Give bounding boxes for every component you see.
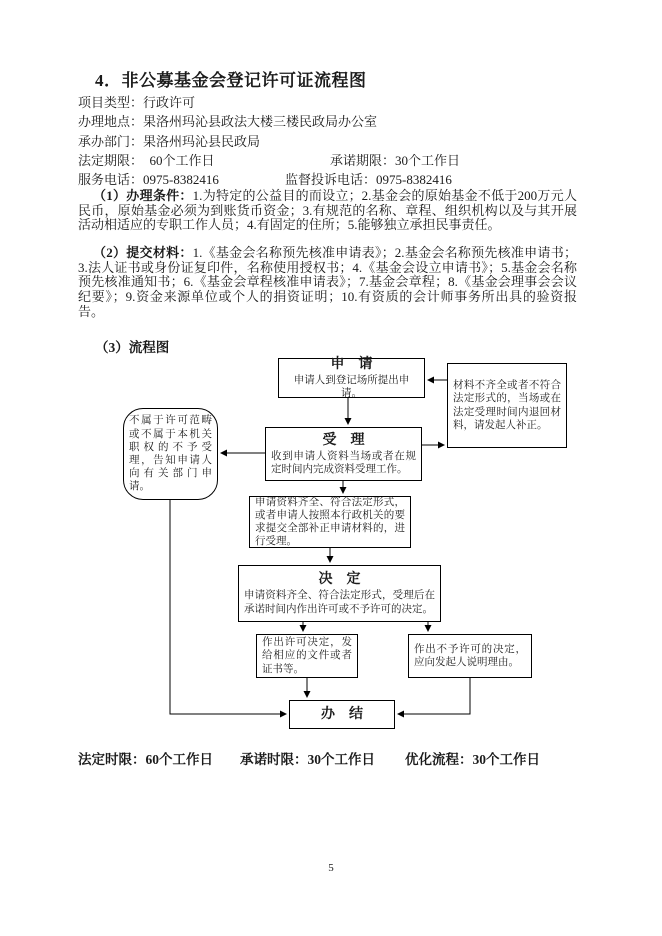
flow-box-apply-title: 申 请 <box>330 356 373 372</box>
flow-box-deny <box>408 634 532 678</box>
flow-box-deny-text: 作出不予许可的决定，应向发起人说明理由。 <box>414 643 526 668</box>
info-periods-line <box>78 151 608 170</box>
flow-box-out-of-scope <box>123 408 218 500</box>
info-legal-period: 法定期限： 60个工作日 <box>78 152 215 168</box>
flow-box-apply <box>278 358 425 398</box>
footer-legal-limit: 法定时限：60个工作日 <box>78 752 213 767</box>
flow-box-grant-text: 作出许可决定，发给相应的文件或者证书等。 <box>262 637 352 675</box>
footer-promise-limit: 承诺时限：30个工作日 <box>240 752 375 767</box>
page-title: 4．非公募基金会登记许可证流程图 <box>95 71 367 90</box>
footer-limits <box>0 748 662 768</box>
materials-text: 1.《基金会名称预先核准申请表》；2.基金会名称预先核准申请书；3.法人证书或身份证复印件，名称使用授权书；4.《基金会设立申请书》；5.基金会名称预先核准通知书；6.《基金会章程核准申请表》；7.基金会章程；8.《基金会理事会会议纪要》；9.资金来源单位或个人的捐资证明；10.有资质的会计师事务所出具的验资报告。 <box>78 245 577 319</box>
conditions-label: （1）办理条件： <box>93 188 193 203</box>
info-service-phone: 服务电话：0975-8382416 <box>78 172 219 188</box>
flow-box-out-of-scope-text: 不属于许可范畴或不属于本机关职权的不予受理，告知申请人向有关部门申请。 <box>129 415 212 493</box>
flow-box-decide-title: 决 定 <box>318 572 361 588</box>
footer-optimized-limit: 优化流程：30个工作日 <box>405 752 540 767</box>
flow-box-grant <box>256 634 358 678</box>
flow-box-accept <box>265 427 422 481</box>
flowchart-section-label: （3）流程图 <box>95 340 170 355</box>
info-block <box>78 93 608 189</box>
flow-box-accept-title: 受 理 <box>322 432 365 448</box>
arrow-deny-to-finish <box>398 678 470 714</box>
info-phones-line <box>78 170 608 189</box>
materials-label: （2）提交材料： <box>93 245 193 260</box>
flow-box-return-materials <box>447 363 567 448</box>
flow-box-decide-text: 申请资料齐全、符合法定形式，受理后在承诺时间内作出许可或不予许可的决定。 <box>244 590 435 615</box>
page-number: 5 <box>328 862 334 874</box>
flow-box-condition-text: 申请资料齐全、符合法定形式，或者申请人按照本行政机关的要求提交全部补正申请材料的，进行受理。 <box>255 496 405 548</box>
flow-box-accept-text: 收到申请人资料当场或者在规定时间内完成资料受理工作。 <box>271 450 416 475</box>
flow-box-return-materials-text: 材料不齐全或者不符合法定形式的，当场或在法定受理时间内退回材料，请发起人补正。 <box>453 380 561 431</box>
materials-paragraph <box>78 246 577 320</box>
conditions-paragraph <box>78 189 577 233</box>
info-promise-period: 承诺期限：30个工作日 <box>330 152 461 168</box>
info-department: 承办部门：果洛州玛沁县民政局 <box>78 133 261 149</box>
flow-box-apply-text: 申请人到登记场所提出申请。 <box>293 374 410 399</box>
flow-box-finish <box>289 700 395 729</box>
flow-box-finish-title: 办 结 <box>321 706 363 722</box>
flow-box-condition <box>249 496 411 548</box>
flow-box-decide <box>238 565 441 622</box>
info-location: 办理地点：果洛州玛沁县政法大楼三楼民政局办公室 <box>78 114 378 130</box>
conditions-text: 1.为特定的公益目的而设立；2.基金会的原始基金不低于200万元人民币，原始基金必须为到账货币资金；3.有规范的名称、章程、组织机构以及与其开展活动相适应的专职工作人员；4.有固定的住所；5.能够独立承担民事责任。 <box>78 188 577 233</box>
info-complaint-phone: 监督投诉电话：0975-8382416 <box>285 172 452 188</box>
info-project-type: 项目类型：行政许可 <box>78 95 196 110</box>
